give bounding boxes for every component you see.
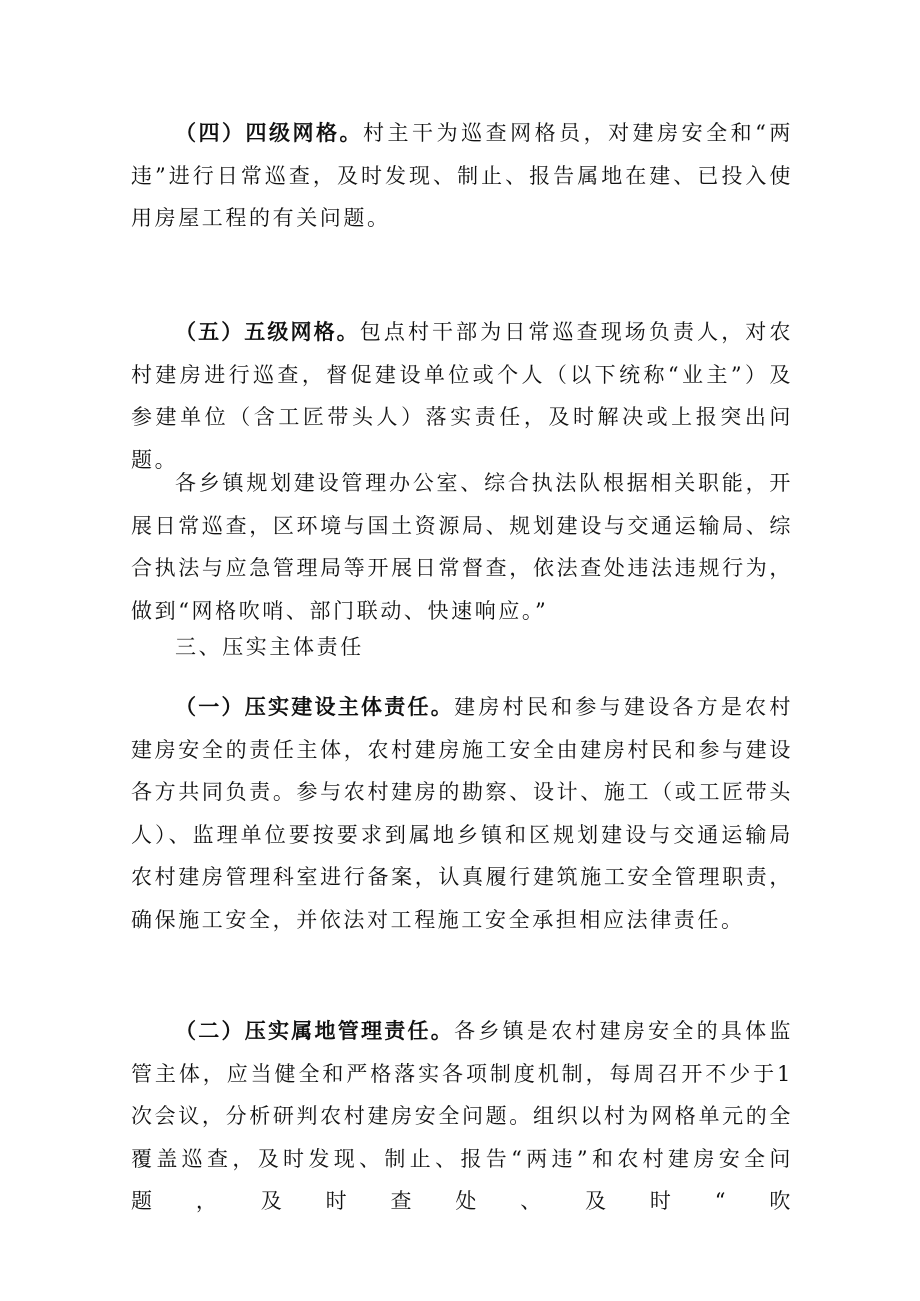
paragraph-body: 建房村民和参与建设各方是农村建房安全的责任主体，农村建房施工安全由建房村民和参与建设各方共同负责。参与农村建房的勘察、设计、施工（或工匠带头人）、监理单位要按要求到属地乡镇和区规划建设与交通运输局农村建房管理科室进行备案，认真履行建筑施工安全管理职责，确保施工安全，并依法对工程施工安全承担相应法律责任。 <box>131 695 793 932</box>
paragraph-construction-responsibility <box>131 686 793 941</box>
paragraph-heading: （四）四级网格。 <box>175 121 364 145</box>
paragraph-heading: （一）压实建设主体责任。 <box>175 695 455 719</box>
section-heading-text: 三、压实主体责任 <box>175 635 364 659</box>
paragraph-body: 村主干为巡查网格员，对建房安全和“两违”进行日常巡查，及时发现、制止、报告属地在建、已投入使用房屋工程的有关问题。 <box>131 121 793 230</box>
paragraph-body: 各乡镇规划建设管理办公室、综合执法队根据相关职能，开展日常巡查，区环境与国土资源局、规划建设与交通运输局、综合执法与应急管理局等开展日常督查，依法查处违法违规行为，做到“网格吹哨、部门联动、快速响应。” <box>131 471 793 623</box>
paragraph-level-four-grid <box>131 112 793 240</box>
section-heading-main-responsibility <box>131 626 793 669</box>
paragraph-heading: （二）压实属地管理责任。 <box>175 1019 455 1043</box>
paragraph-body: 包点村干部为日常巡查现场负责人，对农村建房进行巡查，督促建设单位或个人（以下统称“业主”）及参建单位（含工匠带头人）落实责任，及时解决或上报突出问题。 <box>131 320 793 472</box>
paragraph-territorial-responsibility <box>131 1010 793 1223</box>
paragraph-heading: （五）五级网格。 <box>175 320 360 344</box>
paragraph-body: 各乡镇是农村建房安全的具体监管主体，应当健全和严格落实各项制度机制，每周召开不少于1次会议，分析研判农村建房安全问题。组织以村为网格单元的全覆盖巡查，及时发现、制止、报告“两违”和农村建房安全问题，及时查处、及时“吹 <box>131 1019 793 1213</box>
paragraph-town-inspection <box>131 462 793 632</box>
paragraph-level-five-grid <box>131 311 793 481</box>
